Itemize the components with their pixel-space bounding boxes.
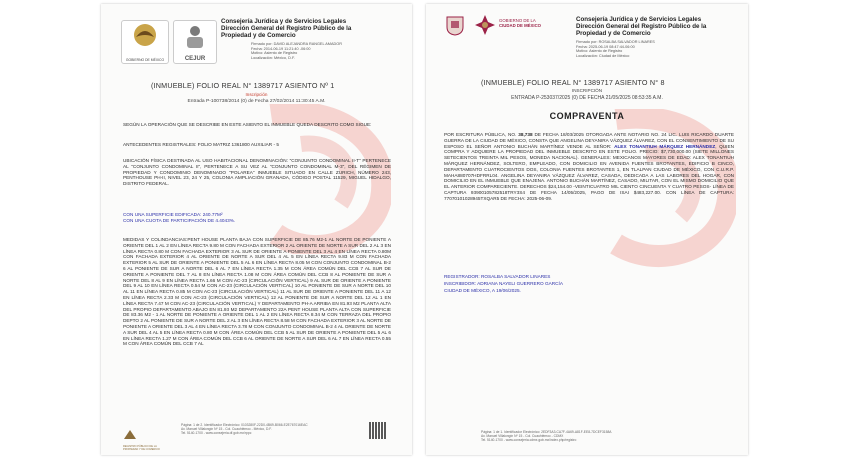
document-page-2 [426, 4, 748, 455]
body-text-segment: POR ESCRITURA PÚBLICA, NO. [444, 132, 519, 137]
page2-footer [481, 430, 701, 442]
footer-line: Tel. 5140-1700 - www.consejeria.df.gob.mx/rppc [181, 431, 252, 435]
rppc-footer-logo [123, 427, 168, 451]
document-page-1 [101, 4, 412, 455]
city-date-line: CIUDAD DE MÉXICO, A 19/06/2025. [444, 288, 521, 293]
body-text-segment: DE FECHA 18/03/2025 OTORGADA ANTE NOTARIO NO. 24 LIC. LUIS RICARDO DUARTE GUERRA DE LA CIUDAD DE MÉXICO, CONSTA QUE ANGELINA DEYANIRA VÁZQUEZ ÁLVAREZ, CON EL CONSENTIMIENTO DE SU ESPOSO EL SEÑOR ANTONIO BUCHÁN MARTÍNEZ VENDE AL SEÑOR: [444, 132, 734, 149]
signature-meta-line: Firmado por: DAVID ALEJANDRA RANGEL AMADOR [251, 42, 342, 46]
folio-title: (INMUEBLE) FOLIO REAL N° 1389717 ASIENTO N° 8 [481, 78, 665, 87]
signature-meta-line: Fecha: 2025-06-19 08:47:44-06:00 [576, 44, 635, 49]
signature-meta-line: Fecha: 2014-06-19 11:21:40 -06:00 [251, 46, 311, 51]
folio-title: (INMUEBLE) FOLIO REAL N° 1389717 ASIENTO Nº 1 [151, 81, 335, 90]
inscripcion-label: INSCRIPCIÓN [571, 88, 603, 93]
header-title-line: Consejería Jurídica y de Servicios Legales [576, 16, 702, 23]
cdmx-caption-line: CIUDAD DE MÉXICO [499, 23, 542, 28]
person-icon [174, 21, 216, 51]
cdmx-gov-logo [474, 14, 564, 38]
header-title-line: Propiedad y de Comercio [221, 32, 296, 39]
signature-meta-line: Firmado por: ROSALBA SALVADOR LINARES [576, 40, 655, 44]
buyer-name: ALEX TONANTIUH MÁRQUEZ HERNÁNDEZ [614, 143, 716, 149]
gobierno-logo-caption: GOBIERNO DE MÉXICO [125, 58, 165, 62]
signature-meta-line: Motivo: Asiento de Registro [576, 49, 623, 54]
header-title-line: Dirección General del Registro Público de la [576, 23, 707, 30]
entrada-line: Entrada P-100738/2014 (0) de Fecha 27/02/2014 11:30:45 A.M. [187, 99, 326, 104]
footer-line: Página: 1 de 1. Identificador Electrónico: 2EDF3A3-CA7F-4A69-A81F-EE8-7DCEF3158A [481, 430, 612, 434]
signature-meta-line: Motivo: Asiento de Registro [251, 51, 298, 56]
inscripcion-label: Inscripción [245, 92, 268, 97]
gobierno-logo [121, 20, 169, 64]
page1-footer [181, 423, 351, 435]
antecedentes-line: ANTECEDENTES REGISTRALES: FOLIO MATRIZ 1361800 AUXILIAR - 5 [123, 142, 279, 147]
signature-meta-line: Localización: Ciudad de México [576, 53, 630, 58]
cdmx-logo-caption [499, 18, 541, 28]
rppc-logo-text: REGISTRO PÚBLICO DE LA PROPIEDAD Y DE COMERCIO [123, 445, 160, 451]
signature-meta-line: Localización: México, D.F. [251, 55, 295, 60]
compraventa-heading: COMPRAVENTA [549, 111, 625, 121]
header-title [576, 16, 746, 37]
qr-code [369, 422, 386, 439]
cdmx-emblem-icon [474, 14, 496, 36]
entrada-line: ENTRADA P-253037/2025 (0) DE FECHA 21/05/2025 08:53:35 A.M. [511, 95, 663, 101]
signature-metadata [251, 42, 401, 60]
superficie-line: CON UNA SUPERFICIE EDIFICADA: 240.77M² [123, 212, 223, 217]
cejur-logo-caption: CEJUR [184, 56, 206, 62]
ubicacion-paragraph: UBICACIÓN FÍSICA DESTINADA AL USO HABITACIONAL DENOMINACIÓN: "CONJUNTO CONDOMINAL II-T" PERTENECE AL "CONJUNTO CONDOMINAL II", PERTENECE A SU VEZ AL "CONJUNTO CONDOMINAL M-3", DEL RÉGIMEN DE PROPIEDAD Y CONDOMINIO DENOMINADO "POLAREA" INMUEBLE SITUADO EN CALLE ZURICH, NÚMERO 243, PENTHOUSE PH-II, NIVEL 23, 24 Y 25, COLONIA AMPLIACIÓN GRANADA, CÓDIGO POSTAL 11529, MIGUEL HIDALGO, DISTRITO FEDERAL. [123, 158, 391, 187]
compraventa-body [444, 132, 734, 202]
intro-paragraph: SEGÚN LA OPERACIÓN QUE SE DESCRIBE EN ESTE ASIENTO EL INMUEBLE QUEDA DESCRITO COMO SIGUE: [123, 122, 372, 127]
header-title-line: Dirección General del Registro Público de la [221, 25, 352, 32]
cejur-logo [173, 20, 217, 64]
superficie-block [123, 212, 391, 224]
shield-icon [446, 16, 464, 36]
signature-metadata [576, 40, 736, 58]
body-text-segment: 38,738 [518, 132, 533, 137]
header-title-line: Consejería Jurídica y de Servicios Legales [221, 18, 347, 25]
header-title [221, 18, 401, 39]
cuota-line: CON UNA CUOTA DE PARTICIPACIÓN DE 4.4043%. [123, 217, 236, 223]
footer-line: Página: 1 de 2. Identificador Electrónico: 0103280F-22D0-4B69-B066-E2E767016EAC [181, 423, 308, 427]
cdmx-shield-logo [446, 16, 464, 36]
inscribidor-line: INSCRIBIDOR: ADRIANA NAYELI GUERRERO GARCÍA [444, 281, 563, 286]
footer-line: Av. Manuel Villalongín Nº 15 - Col. Cuauhtémoc - México, D.F. [181, 427, 272, 431]
registry-signatures [444, 273, 644, 294]
cdmx-caption-line: GOBIERNO DE LA [499, 18, 536, 23]
footer-line: Av. Manuel Villalongín Nº 15 - Col. Cuauhtémoc - CDMX [481, 434, 564, 438]
footer-line: Tel. 5140-1700 - www.consejeria.cdmx.gob.mx/index.php/registro [481, 438, 577, 442]
medidas-paragraph: MEDIDAS Y COLINDANCIAS:PENT HOUSE PLANTA BAJA CON SUPERFICIE DE 85.76 M2-1 AL NORTE DE PONIENTE A ORIENTE DEL 1 AL 2 EN LÍNEA RECTA 9.80 M CON FACHADA EXTERIOR 2 AL ORIENTE DE NORTE A SUR DEL 2 AL 3 EN LÍNEA RECTA 0.80 M CON FACHADA EXTERIOR 3 AL SUR DE ORIENTE A PONIENTE DEL 3 AL 4 EN LÍNEA RECTA 0.80M CON FACHADA EXTERIOR 4 AL ORIENTE DE NORTE A SUR DEL 4 AL 5 EN LÍNEA RECTA 9.83 M CON FACHADA EXTERIOR 5 AL SUR DE ORIENTE A PONIENTE DEL 5 AL 6 EN LÍNEA RECTA 8.05 M CON CONJUNTO CONDOMINAL B-2 6 AL PONIENTE DE SUR A NORTE DEL 6 AL 7 EN LÍNEA RECTA 1.35 M CON ÁREA COMÚN DEL CCB 7 AL SUR DE ORIENTE A PONIENTE DEL 7 AL 8 EN LÍNEA RECTA 1.08 M CON ÁREA COMÚN DEL CCB 8 AL PONIENTE DE SUR A NORTE DEL 8 AL 9 EN LÍNEA RECTA 1.66 M CON AC-23 (CIRCULACIÓN VERTICAL) 9 AL SUR DE ORIENTE A PONIENTE DEL 9 AL 10 EN LÍNEA RECTA 0.54 M CON AC-23 (CIRCULACIÓN VERTICAL) 10 AL PONIENTE DE SUR A NORTE DEL 10 AL 11 EN LÍNEA RECTA 0.85 M CON AC-23 (CIRCULACIÓN VERTICAL) 11 AL SUR DE ORIENTE A PONIENTE DEL 11 A 12 EN LÍNEA RECTA 2.33 M CON AC-23 (CIRCULACIÓN VERTICAL) 12 AL PONIENTE DE SUR A NORTE DEL 12 AL 1 EN LÍNEA RECTA 7.47 M CON AC-23 (CIRCULACIÓN VERTICAL) Y DEPARTAMENTO PH-A ARRIBA EN 81.93 M2 PLANTA ALTA DEL PROPIO DEPARTAMENTO ABAJO EN 81.93 M2 DEPARTAMENTO 22A PENT HOUSE PLANTA ALTA CON SUPERFICIE DE 83.36 M2 - 1 AL NORTE DE PONIENTE A ORIENTE DEL 1 AL 2 EN LÍNEA RECTA 8.34 M CON TERRAZA DEL PROPIO DEPTO 2 AL PONIENTE DE SUR A NORTE DEL 2 AL 3 EN LÍNEA RECTA 8.58 M CON FACHADA EXTERIOR 3 AL NORTE DE PONIENTE A ORIENTE DEL 3 AL 4 EN LÍNEA RECTA 3.78 M CON CONJUNTO CONDOMINAL B-2 4 AL ORIENTE DE NORTE A SUR DEL 4 AL 5 EN LÍNEA RECTA 0.80 M CON ÁREA COMÚN DEL CCB 5 AL SUR DE ORIENTE A PONIENTE DEL 5 AL 6 EN LÍNEA RECTA 1.27 M CON ÁREA COMÚN DEL CCB 6 AL ORIENTE DE NORTE A SUR DEL 6 AL 7 EN LÍNEA RECTA 0.55 M CON ÁREA COMÚN DEL CCB 7 AL [123, 237, 391, 347]
header-title-line: Propiedad y de Comercio [576, 30, 651, 37]
building-icon [123, 428, 137, 440]
body-text-segment: , QUIEN COMPRA Y ADQUIERE LA PROPIEDAD DEL INMUEBLE DESCRITO EN ESTE FOLIO. PRECIO: $7,730,000.00 (SIETE MILLONES SETECIENTOS TREINTA MIL PESOS, MONEDA NACIONAL). GENERALES: MEXICANOS MAYORES DE EDAD: ALEX TONANTIUH MÁRQUEZ HERNÁNDEZ, SOLTERO, EMPLEADO, CON DOMICILIO EN AVENIDA FUENTES BROTANTES, EDIFICIO B CINCO, DEPARTAMENTO CUATROCIENTOS DOS, COLONIA FUENTES BROTANTES 1, EN TLALPAN CIUDAD DE MÉXICO, CON C.U.R.P. MAHA880707HDFRRL04. ANGELINA DEYANIRA VÁZQUEZ ÁLVAREZ, CASADA, DEDICADA A LAS LABORES DEL HOGAR, CON DOMICILIO EN EL INMUEBLE QUE ENAJENA. ANTONIO BUCHÁN MARTÍNEZ, CASADO, MILITAR, CON EL MISMO DOMICILIO QUE EL ANTERIOR COMPARECIENTE. DERECHOS $24,154.00 -VEINTICUATRO MIL CIENTO CINCUENTA Y CUATRO PESOS- LÍNEA DE CAPTURA 93900105782518TRY3S4 DE FECHA 14/05/2025, PAGO DE ISAI $483,227.00. CON LÍNEA DE CAPTURA: 77070101028945TXQAR5 DE FECHA: 2025-06-09. [444, 143, 734, 201]
registrador-line: REGISTRADOR: ROSALBA SALVADOR LINARES [444, 274, 551, 279]
eagle-icon [122, 21, 168, 53]
